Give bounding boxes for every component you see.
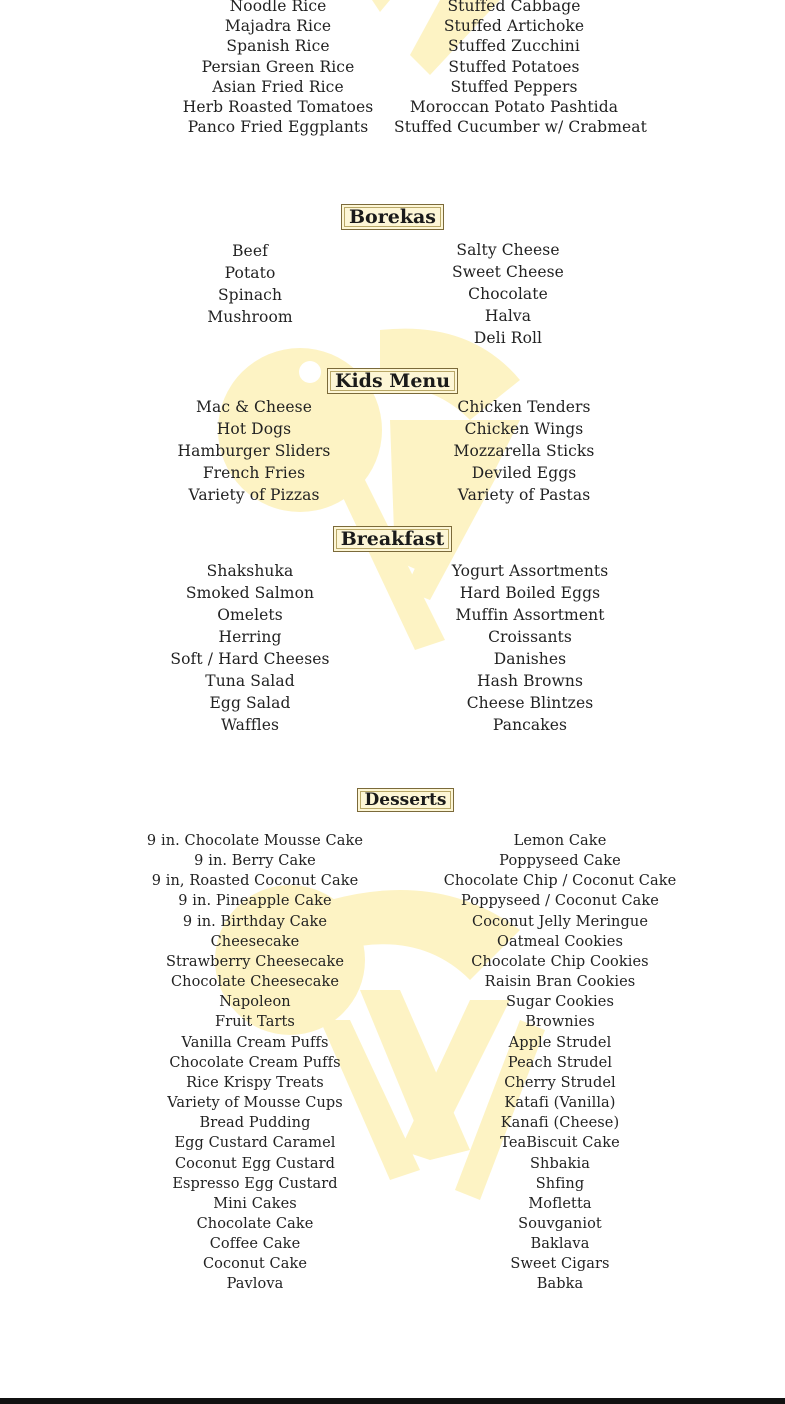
list-item: Tuna Salad [205, 672, 295, 690]
list-item: Raisin Bran Cookies [484, 974, 636, 991]
list-item: Lemon Cake [513, 833, 607, 849]
list-item: Mini Cakes [213, 1195, 297, 1212]
list-item: Baklava [530, 1236, 590, 1253]
list-item: Peach Strudel [507, 1054, 613, 1071]
list-item: 9 in. Berry Cake [194, 853, 316, 870]
list-item: Muffin Assortment [455, 606, 605, 624]
list-item: Shakshuka [206, 562, 294, 580]
list-item: TeaBiscuit Cake [500, 1135, 620, 1152]
list-item: Chocolate Chip / Coconut Cake [443, 873, 677, 890]
list-item: Waffles [220, 716, 280, 734]
list-item: Variety of Pizzas [188, 486, 320, 504]
list-item: Chocolate Chip Cookies [471, 953, 649, 970]
list-item: Souvganiot [518, 1215, 602, 1232]
list-item: Mofletta [528, 1195, 592, 1212]
list-item: Mozzarella Sticks [453, 442, 595, 460]
section-title: Breakfast [333, 526, 453, 552]
desserts-left-column [135, 831, 375, 1295]
list-item: Deli Roll [473, 329, 543, 347]
list-item: Chicken Tenders [457, 398, 591, 416]
list-item: Pavlova [226, 1276, 284, 1293]
list-item: Poppyseed / Coconut Cake [461, 893, 659, 910]
list-item: Chocolate [468, 285, 548, 303]
list-item: Oatmeal Cookies [496, 933, 624, 950]
kids-right-column [424, 396, 624, 506]
list-item: Spanish Rice [226, 37, 330, 56]
list-item: Stuffed Artichoke [443, 17, 585, 36]
bottom-bar [0, 1398, 785, 1404]
section-title: Desserts [357, 788, 455, 812]
list-item: Beef [232, 242, 268, 260]
list-item: Herring [218, 628, 282, 646]
list-item: Strawberry Cheesecake [165, 953, 345, 970]
list-item: Herb Roasted Tomatoes [182, 98, 374, 117]
list-item: Persian Green Rice [201, 57, 355, 76]
list-item: Coconut Egg Custard [174, 1155, 335, 1172]
list-item: Smoked Salmon [185, 584, 315, 602]
sides-right-column [394, 0, 647, 137]
list-item: Fruit Tarts [215, 1014, 295, 1031]
list-item: Hard Boiled Eggs [459, 584, 601, 602]
list-item: Chicken Wings [464, 420, 584, 438]
list-item: Coffee Cake [209, 1236, 301, 1253]
list-item: Hamburger Sliders [177, 442, 331, 460]
list-item: Potato [224, 264, 276, 282]
list-item: Babka [536, 1276, 584, 1293]
list-item: Mac & Cheese [196, 398, 312, 416]
list-item: Coconut Cake [202, 1256, 308, 1273]
list-item: Majadra Rice [224, 17, 332, 36]
desserts-heading [13, 788, 785, 812]
list-item: Mushroom [207, 308, 293, 326]
list-item: Spinach [217, 286, 283, 304]
list-item: Kanafi (Cheese) [500, 1115, 620, 1132]
list-item: 9 in. Birthday Cake [182, 913, 328, 930]
list-item: Panco Fried Eggplants [187, 118, 369, 137]
list-item: Chocolate Cream Puffs [169, 1054, 341, 1071]
list-item: Shbakia [530, 1155, 590, 1172]
list-item: Moroccan Potato Pashtida [409, 98, 619, 117]
list-item: Shfing [535, 1175, 585, 1192]
list-item: Vanilla Cream Puffs [181, 1034, 329, 1051]
list-item: Egg Salad [209, 694, 291, 712]
list-item: Napoleon [219, 994, 291, 1011]
list-item: Danishes [493, 650, 567, 668]
list-item: Sweet Cheese [452, 263, 564, 281]
list-item: Hot Dogs [216, 420, 292, 438]
list-item: Sugar Cookies [505, 994, 615, 1011]
list-item: Stuffed Peppers [450, 77, 578, 96]
list-item: Cheese Blintzes [466, 694, 594, 712]
list-item: Katafi (Vanilla) [504, 1095, 616, 1112]
list-item: Cherry Strudel [504, 1074, 616, 1091]
list-item: Espresso Egg Custard [172, 1175, 338, 1192]
list-item: Stuffed Cucumber w/ Crabmeat [394, 118, 647, 137]
sides-left-column [178, 0, 378, 137]
desserts-right-column [430, 831, 690, 1295]
list-item: Poppyseed Cake [499, 853, 621, 870]
section-title: Kids Menu [327, 368, 458, 394]
list-item: Halva [484, 307, 532, 325]
list-item: Coconut Jelly Meringue [472, 913, 648, 930]
list-item: Soft / Hard Cheeses [170, 650, 330, 668]
list-item: Stuffed Potatoes [448, 57, 580, 76]
breakfast-heading [0, 526, 785, 552]
list-item: Stuffed Cabbage [447, 0, 581, 15]
list-item: Variety of Mousse Cups [167, 1095, 343, 1112]
list-item: Apple Strudel [508, 1034, 612, 1051]
list-item: Salty Cheese [456, 241, 560, 259]
list-item: Bread Pudding [199, 1115, 311, 1132]
list-item: Croissants [488, 628, 572, 646]
list-item: 9 in. Chocolate Mousse Cake [146, 833, 364, 849]
borekas-heading [0, 204, 785, 230]
list-item: Hash Browns [476, 672, 584, 690]
list-item: Asian Fried Rice [212, 77, 344, 96]
list-item: Yogurt Assortments [451, 562, 609, 580]
borekas-left-column [150, 240, 350, 328]
list-item: Rice Krispy Treats [186, 1074, 324, 1091]
list-item: Chocolate Cheesecake [170, 974, 340, 991]
borekas-right-column [408, 239, 608, 349]
list-item: 9 in. Pineapple Cake [178, 893, 332, 910]
section-title: Borekas [341, 204, 444, 230]
list-item: Deviled Eggs [471, 464, 577, 482]
list-item: Egg Custard Caramel [174, 1135, 336, 1152]
list-item: Brownies [525, 1014, 595, 1031]
list-item: Cheesecake [210, 933, 300, 950]
list-item: Chocolate Cake [196, 1215, 314, 1232]
breakfast-right-column [420, 560, 640, 736]
list-item: Stuffed Zucchini [448, 37, 580, 56]
breakfast-left-column [150, 560, 350, 736]
list-item: 9 in, Roasted Coconut Cake [151, 873, 359, 890]
list-item: Sweet Cigars [510, 1256, 610, 1273]
list-item: French Fries [202, 464, 306, 482]
list-item: Omelets [217, 606, 283, 624]
kids-left-column [154, 396, 354, 506]
list-item: Variety of Pastas [457, 486, 591, 504]
list-item: Noodle Rice [229, 0, 327, 15]
list-item: Pancakes [492, 716, 568, 734]
kids-menu-heading [0, 368, 785, 394]
